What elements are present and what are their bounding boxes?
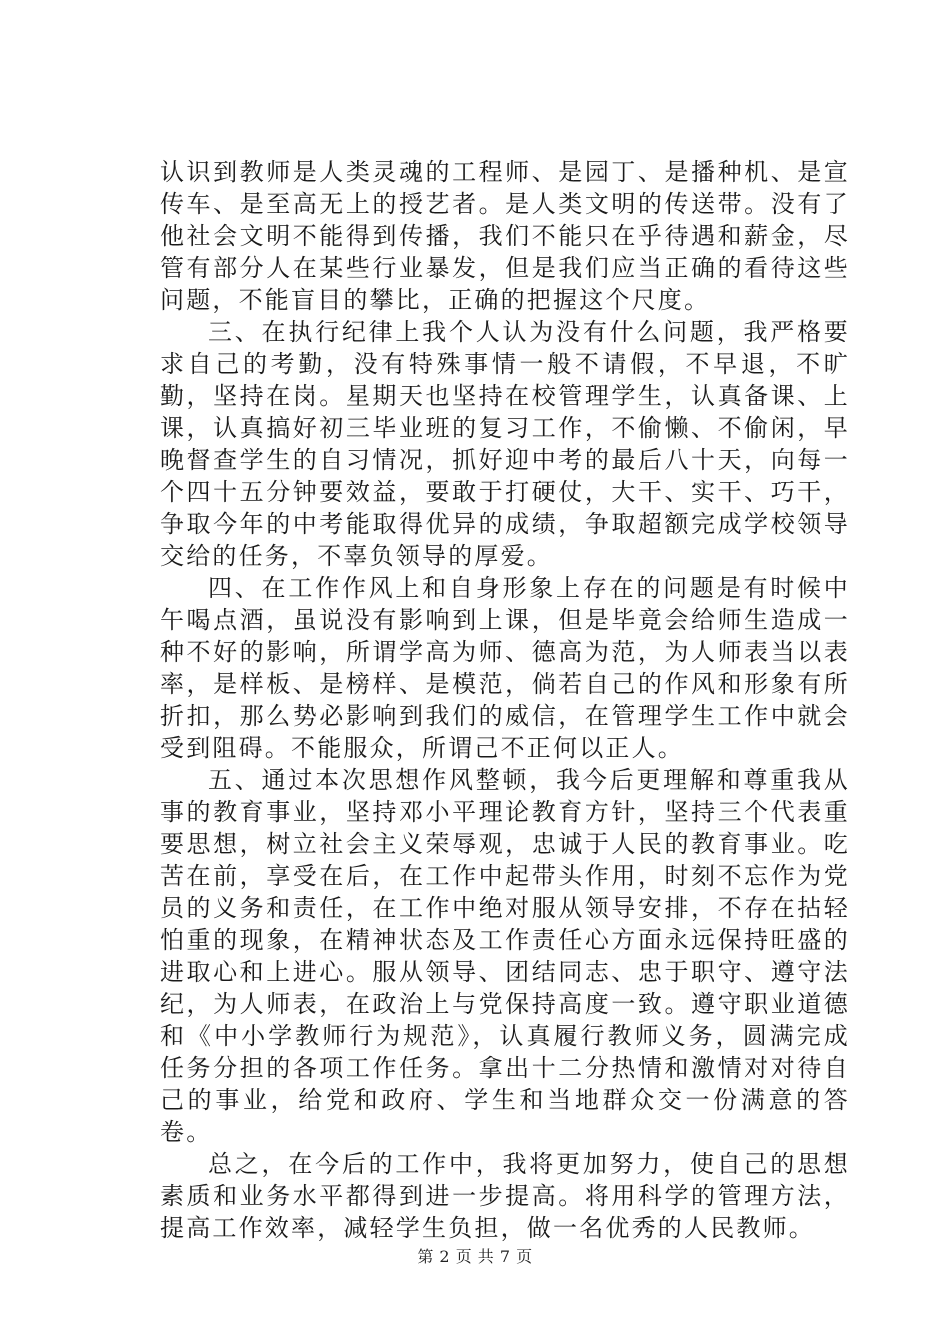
paragraph-1: 认识到教师是人类灵魂的工程师、是园丁、是播种机、是宣传车、是至高无上的授艺者。是人类文明的传送带。没有了他社会文明不能得到传播，我们不能只在乎待遇和薪金，尽管有部分人在某些行业暴发，但是我们应当正确的看待这些问题，不能盲目的攀比，正确的把握这个尺度。 — [160, 158, 850, 314]
paragraph-2: 三、在执行纪律上我个人认为没有什么问题，我严格要求自己的考勤，没有特殊事情一般不请假，不早退，不旷勤，坚持在岗。星期天也坚持在校管理学生，认真备课、上课，认真搞好初三毕业班的复习工作，不偷懒、不偷闲，早晚督查学生的自习情况，抓好迎中考的最后八十天，向每一个四十五分钟要效益，要敢于打硬仗，大干、实干、巧干，争取今年的中考能取得优异的成绩，争取超额完成学校领导交给的任务，不辜负领导的厚爱。 — [160, 318, 850, 570]
document-body — [160, 156, 850, 1244]
paragraph-5: 总之，在今后的工作中，我将更加努力，使自己的思想素质和业务水平都得到进一步提高。将用科学的管理方法，提高工作效率，减轻学生负担，做一名优秀的人民教师。 — [160, 1150, 850, 1242]
page-footer — [0, 1244, 950, 1267]
paragraph-4: 五、通过本次思想作风整顿，我今后更理解和尊重我从事的教育事业，坚持邓小平理论教育方针，坚持三个代表重要思想，树立社会主义荣辱观，忠诚于人民的教育事业。吃苦在前，享受在后，在工作中起带头作用，时刻不忘作为党员的义务和责任，在工作中绝对服从领导安排，不存在拈轻怕重的现象，在精神状态及工作责任心方面永远保持旺盛的进取心和上进心。服从领导、团结同志、忠于职守、遵守法纪，为人师表，在政治上与党保持高度一致。遵守职业道德和《中小学教师行为规范》，认真履行教师义务，圆满完成任务分担的各项工作任务。拿出十二分热情和激情对对待自己的事业，给党和政府、学生和当地群众交一份满意的答卷。 — [160, 766, 850, 1146]
page-number: 第 2 页 共 7 页 — [417, 1247, 533, 1266]
paragraph-3: 四、在工作作风上和自身形象上存在的问题是有时候中午喝点酒，虽说没有影响到上课，但是毕竟会给师生造成一种不好的影响，所谓学高为师、德高为范，为人师表当以表率，是样板、是榜样、是模范，倘若自己的作风和形象有所折扣，那么势必影响到我们的威信，在管理学生工作中就会受到阻碍。不能服众，所谓己不正何以正人。 — [160, 574, 850, 762]
